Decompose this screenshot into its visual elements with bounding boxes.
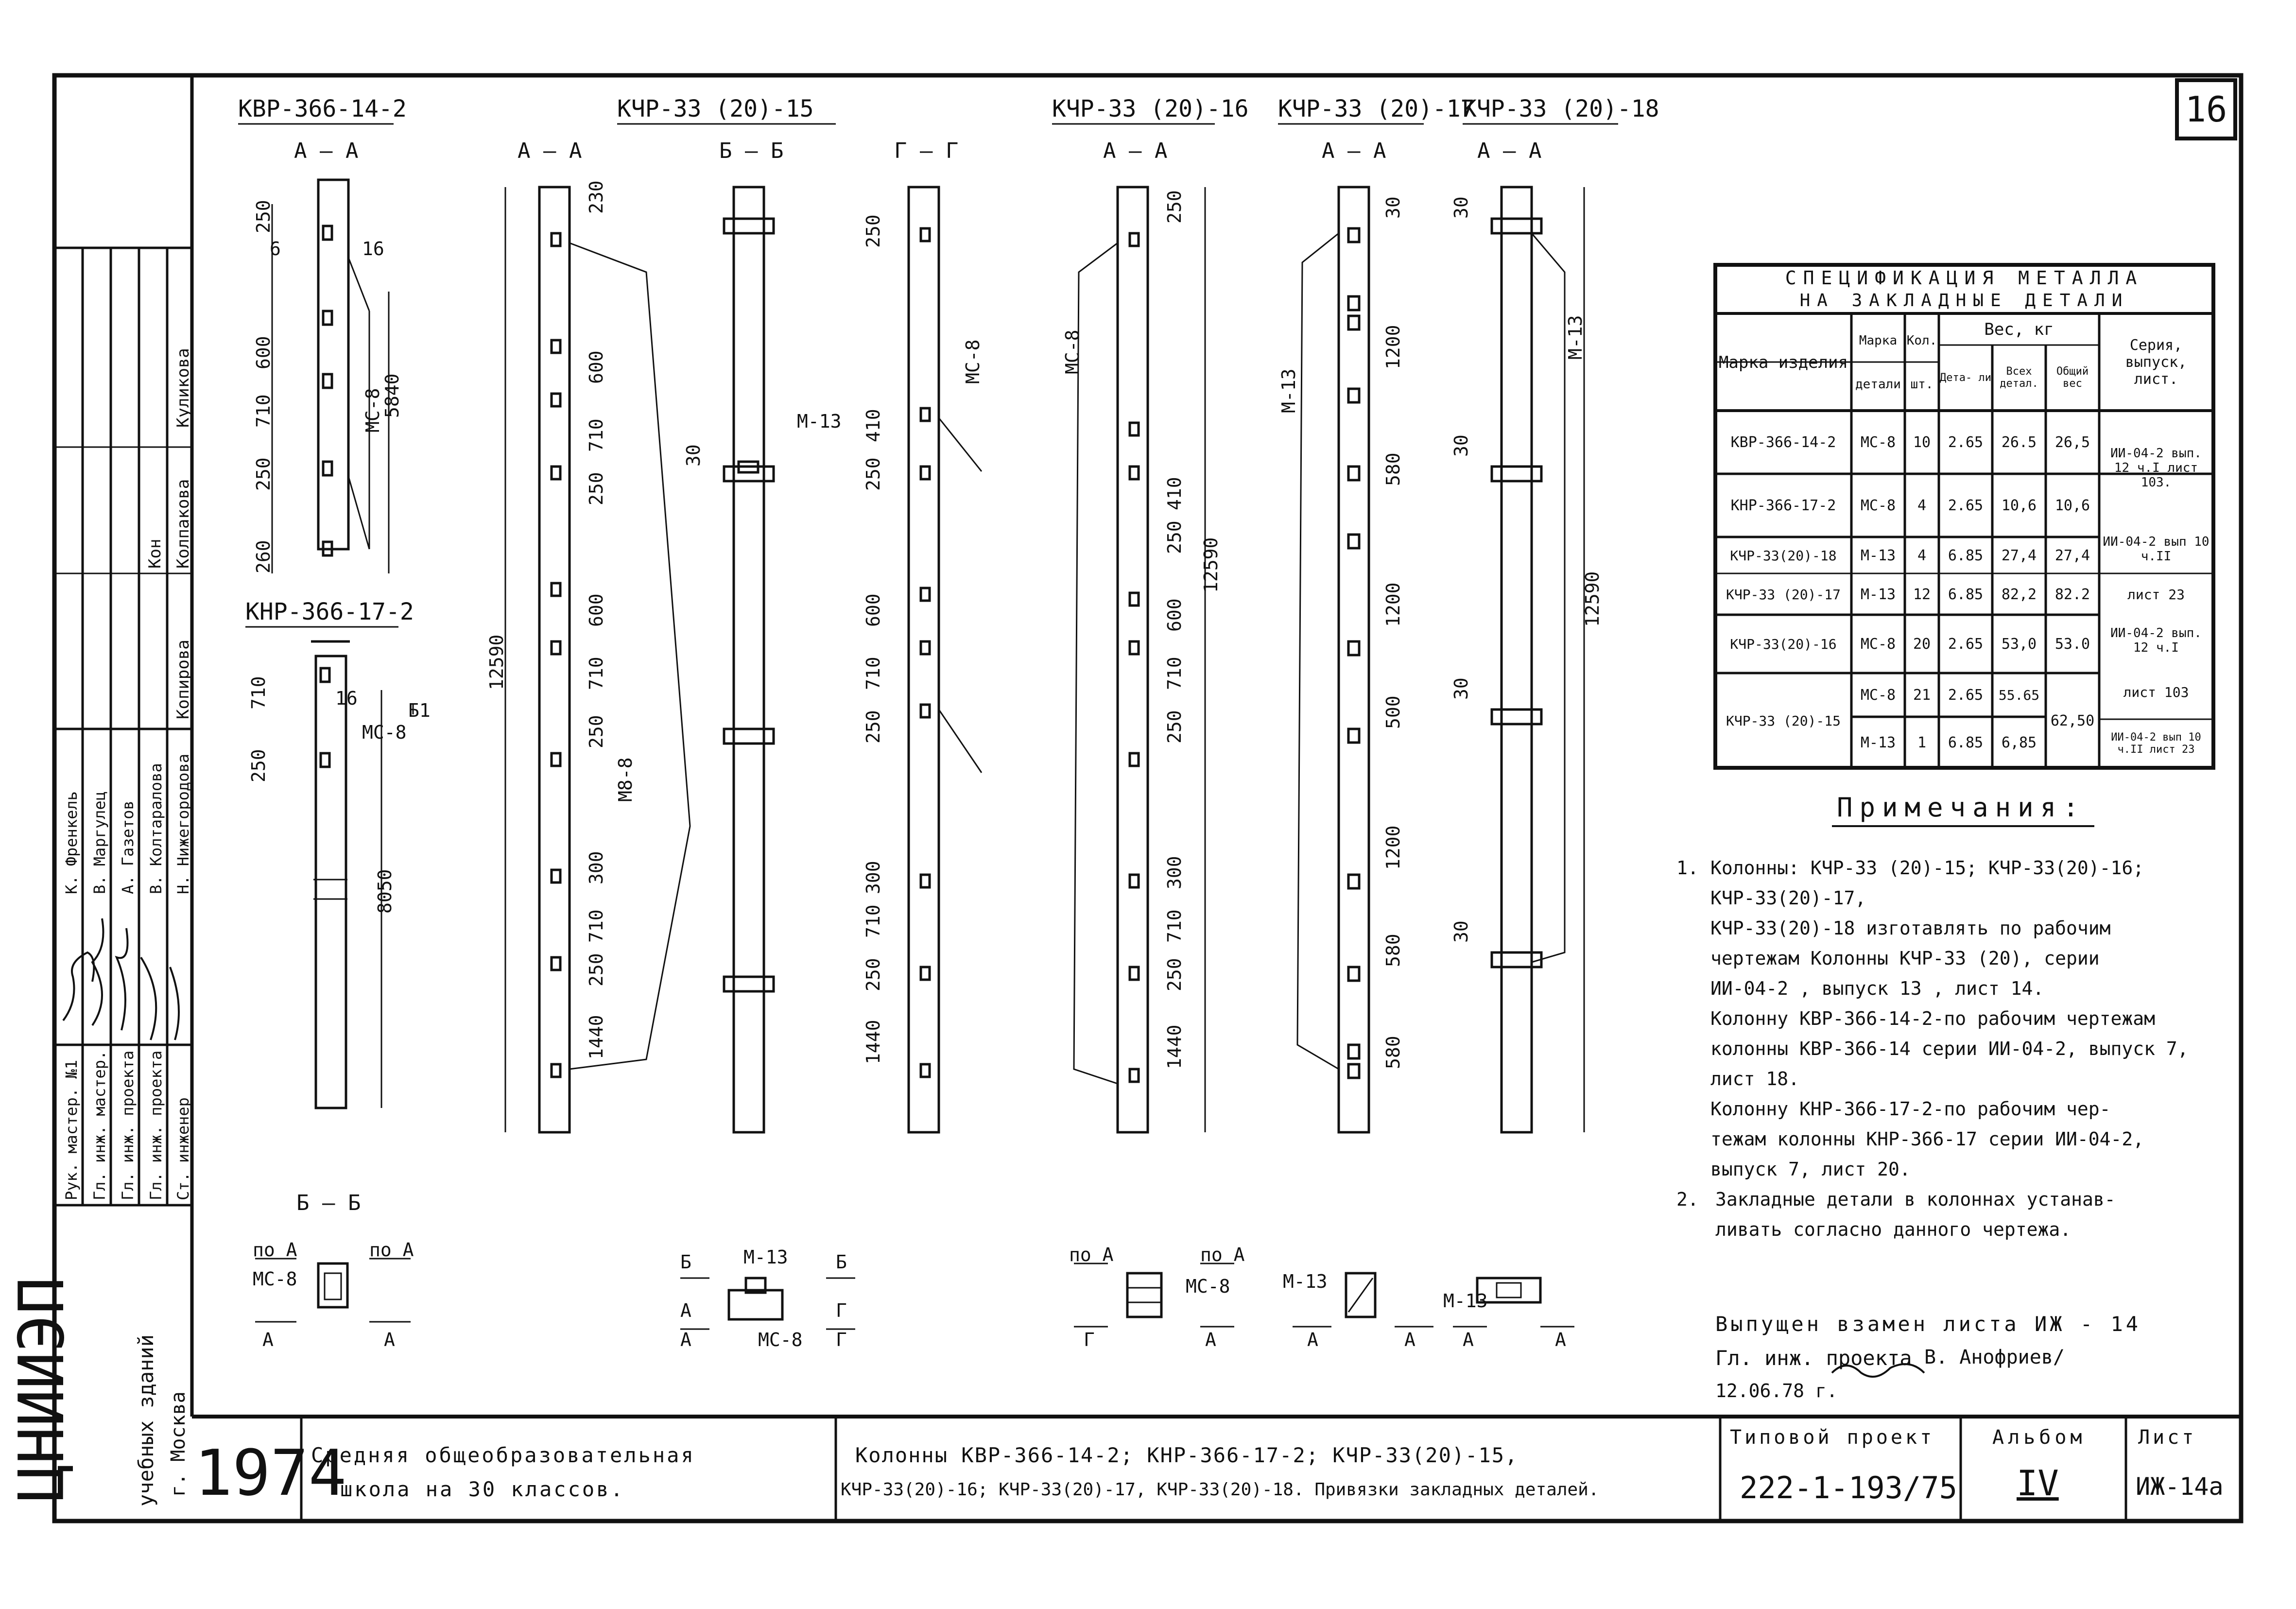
spec-row-det: МС-8 (1860, 434, 1896, 451)
spec-row-qty: 12 (1913, 586, 1931, 603)
spec-row-w-det: 2.65 (1948, 434, 1984, 451)
spec-row-qty: 4 (1917, 497, 1927, 514)
dim-250: 250 (1164, 710, 1185, 744)
stamp-role-3: Гл. инж. проекта (119, 1050, 137, 1200)
spec-row-mark: КНР-366-17-2 (1730, 497, 1836, 514)
spec-header-w-det: Дета- ли (1940, 371, 1991, 384)
title-knr-17-2: КНР-366-17-2 (245, 598, 414, 625)
spec-row-w-det: 6.85 (1948, 734, 1984, 751)
spec-row-w-det: 2.65 (1948, 636, 1984, 653)
label-m13: М-13 (743, 1246, 788, 1268)
label-a: А (1463, 1329, 1474, 1350)
issued-line-2: Гл. инж. проекта (1715, 1346, 1912, 1370)
dim-260: 260 (253, 540, 274, 573)
spec-title-1: СПЕЦИФИКАЦИЯ МЕТАЛЛА (1785, 267, 2144, 289)
spec-header-w-all: Всех детал. (2000, 365, 2038, 390)
note-1-line: Колонну КВР-366-14-2-по рабочим чертежам (1710, 1008, 2156, 1029)
label-a: А (1555, 1329, 1566, 1350)
stamp-role-2: Гл. инж. мастер. (90, 1050, 109, 1200)
issued-date: 12.06.78 г. (1715, 1380, 1838, 1401)
dim-1200: 1200 (1382, 582, 1404, 627)
dim-1440: 1440 (1164, 1024, 1185, 1069)
spec-row-qty: 4 (1917, 547, 1927, 564)
sheet-label: Лист (2138, 1426, 2197, 1449)
spec-row-series: лист 103 (2123, 684, 2189, 700)
note-1-line: лист 18. (1710, 1068, 1799, 1090)
spec-row-series: ИИ-04-2 вып. 12 ч.I (2110, 626, 2202, 655)
spec-header-w-total: Общий вес (2056, 365, 2089, 390)
spec-row-det: МС-8 (1860, 636, 1896, 653)
dim-250: 250 (253, 200, 274, 233)
section-aa-1: А — А (294, 138, 359, 163)
spec-header-mark-det: Марка детали (1855, 333, 1901, 392)
spec-row-w-total: 27,4 (2054, 547, 2090, 564)
sheet-value: ИЖ-14а (2136, 1472, 2224, 1501)
note-2-line: Закладные детали в колоннах устанав- (1715, 1189, 2116, 1210)
column-kchr-15-gg (909, 187, 982, 1132)
spec-row-w-all: 53,0 (2001, 636, 2037, 653)
spec-row-w-det: 2.65 (1948, 497, 1984, 514)
dim-12590: 12590 (1200, 537, 1222, 593)
org-sub1: учебных зданий (134, 1334, 158, 1506)
dim-16: 16 (335, 688, 358, 709)
spec-header-qty: Кол. шт. (1906, 333, 1937, 392)
spec-row-series: ИИ-04-2 вып 10 ч.II лист 23 (2111, 731, 2201, 756)
spec-row-series: лист 23 (2127, 586, 2185, 603)
dim-30: 30 (1450, 920, 1472, 943)
title-kchr-15: КЧР-33 (20)-15 (617, 95, 814, 122)
mark-ms8: МС-8 (362, 722, 407, 743)
section-aa-2: А — А (518, 138, 582, 163)
spec-row-w-det: 6.85 (1948, 547, 1984, 564)
mark-m13: М-13 (1278, 368, 1299, 413)
dim-250: 250 (1164, 958, 1185, 991)
notes-title: Примечания: (1837, 792, 2086, 823)
dim-6: 6 (270, 238, 281, 260)
dim-710: 710 (586, 909, 607, 943)
spec-row-w-all: 10,6 (2001, 497, 2037, 514)
dim-300: 300 (586, 851, 607, 884)
spec-row-qty: 10 (1913, 434, 1931, 451)
dim-710: 710 (863, 657, 884, 690)
spec-row-mark: КЧР-33(20)-18 (1730, 547, 1837, 564)
dim-12590: 12590 (486, 634, 507, 690)
dim-230: 230 (586, 180, 607, 214)
dim-30: 30 (1382, 196, 1404, 219)
dim-1200: 1200 (1382, 325, 1404, 369)
mark-ms8: МС-8 (962, 339, 984, 384)
column-knr-17-2 (311, 641, 413, 1108)
dim-410: 410 (1164, 477, 1185, 510)
section-bb-1: Б — Б (719, 138, 784, 163)
year: 1974 (194, 1436, 347, 1510)
spec-row-mark: КЧР-33 (20)-17 (1726, 586, 1841, 603)
spec-row-qty: 1 (1917, 734, 1927, 751)
spec-row-w-total: 10,6 (2054, 497, 2090, 514)
dim-8050: 8050 (374, 869, 396, 914)
title-kchr-17: КЧР-33 (20)-17 (1278, 95, 1475, 122)
drawing-name-2: КЧР-33(20)-16; КЧР-33(20)-17, КЧР-33(20)-18. Привязки закладных деталей. (841, 1480, 1599, 1500)
dim-300: 300 (863, 861, 884, 894)
note-1-line: чертежам Колонны КЧР-33 (20), серии (1710, 948, 2100, 969)
label-ms8: МС-8 (253, 1268, 297, 1290)
spec-row-det: М-13 (1860, 586, 1896, 603)
label-a: А (1307, 1329, 1318, 1350)
dim-250: 250 (253, 457, 274, 491)
dim-250: 250 (586, 472, 607, 505)
stamp-name-2: В. Маргулец (90, 791, 109, 894)
label-m13: М-13 (1283, 1271, 1328, 1292)
spec-header-mark-izd: Марка изделия (1718, 352, 1848, 372)
stamp-role-1: Рук. мастер. №1 (62, 1060, 81, 1200)
dim-710: 710 (586, 418, 607, 452)
label-a: А (1205, 1329, 1216, 1350)
section-aa-3: А — А (1103, 138, 1168, 163)
section-bb-2: Б — Б (296, 1191, 361, 1215)
stamp-top-3: Копирова (173, 640, 193, 719)
spec-row-w-total: 82.2 (2054, 586, 2090, 603)
note-1-line: ИИ-04-2 , выпуск 13 , лист 14. (1710, 978, 2044, 999)
spec-row-w-all: 26.5 (2001, 434, 2037, 451)
column-kchr-17 (1297, 187, 1369, 1132)
dim-30: 30 (683, 444, 704, 467)
stamp-top-4: Кон (145, 538, 165, 569)
title-kvr-14-2: КВР-366-14-2 (238, 95, 407, 122)
dim-250: 250 (586, 715, 607, 748)
spec-row-w-total: 62,50 (2050, 712, 2095, 729)
note-1-line: КЧР-33(20)-18 изготавлять по рабочим (1710, 917, 2111, 939)
note-2-line: ливать согласно данного чертежа. (1715, 1219, 2072, 1240)
dim-500: 500 (1382, 695, 1404, 729)
spec-row-w-all: 6,85 (2001, 734, 2037, 751)
dim-250: 250 (863, 710, 884, 744)
label-a: А (680, 1329, 691, 1350)
dim-410: 410 (863, 409, 884, 442)
spec-row-mark: КВР-366-14-2 (1730, 434, 1836, 451)
label-g: Г (836, 1329, 847, 1350)
issued-line-1: Выпущен взамен листа ИЖ - 14 (1715, 1312, 2141, 1336)
note-1-line: Колонны: КЧР-33 (20)-15; КЧР-33(20)-16; КЧР-33(20)-17, (1710, 857, 2144, 909)
label-b: Б (836, 1251, 847, 1273)
label-a: А (262, 1329, 274, 1350)
dim-300: 300 (1164, 856, 1185, 889)
dim-16: 16 (362, 238, 384, 260)
dim-580: 580 (1382, 452, 1404, 486)
mark-m13: М-13 (1565, 315, 1586, 360)
project-name-1: Средняя общеобразовательная (311, 1443, 695, 1467)
dim-600: 600 (586, 350, 607, 384)
dim-710: 710 (1164, 909, 1185, 943)
note-1-line: выпуск 7, лист 20. (1710, 1159, 1911, 1180)
dim-250: 250 (1164, 190, 1185, 224)
spec-row-w-all: 82,2 (2001, 586, 2037, 603)
label-b: Б (680, 1251, 691, 1273)
spec-row-series: ИИ-04-2 вып 10 ч.II (2103, 535, 2210, 564)
dim-250: 250 (863, 214, 884, 248)
stamp-name-3: А. Газетов (119, 800, 137, 894)
spec-row-det: МС-8 (1860, 687, 1896, 704)
bottom-section-2 (680, 1278, 855, 1329)
label-g: Г (836, 1300, 847, 1321)
tip-label: Типовой проект (1730, 1426, 1935, 1449)
dim-710: 710 (253, 394, 274, 428)
spec-row-w-det: 2.65 (1948, 687, 1984, 704)
stamp-name-1: К. Френкель (62, 791, 81, 894)
dim-580: 580 (1382, 934, 1404, 967)
dim-600: 600 (1164, 598, 1185, 632)
column-kchr-16 (1074, 187, 1205, 1132)
spec-row-det: МС-8 (1860, 497, 1896, 514)
note-2-number: 2. (1676, 1189, 1699, 1210)
spec-row-mark: КЧР-33 (20)-15 (1726, 712, 1841, 729)
section-aa-4: А — А (1322, 138, 1386, 163)
spec-row-w-total: 53.0 (2054, 636, 2090, 653)
dim-12590: 12590 (1582, 571, 1603, 627)
label-a: А (384, 1329, 395, 1350)
dim-710: 710 (863, 904, 884, 938)
dim-30: 30 (1450, 677, 1472, 700)
stamp-role-5: Ст. инженер (174, 1097, 192, 1200)
dim-250: 250 (248, 749, 269, 782)
label-ms8: МС-8 (1186, 1276, 1230, 1297)
spec-row-w-det: 6.85 (1948, 586, 1984, 603)
mark-ms8: МС-8 (362, 388, 383, 433)
note-1-number: 1. (1676, 857, 1699, 879)
spec-row-w-all: 55.65 (1998, 687, 2040, 703)
dim-710: 710 (248, 676, 269, 709)
spec-row-mark: КЧР-33(20)-16 (1730, 636, 1837, 652)
dim-250: 250 (1164, 520, 1185, 554)
mark-m13: М-13 (797, 411, 842, 432)
stamp-role-4: Гл. инж. проекта (147, 1050, 165, 1200)
stamp-signatures (63, 918, 179, 1040)
label-a: А (680, 1300, 691, 1321)
dim-600: 600 (253, 336, 274, 369)
dim-250: 250 (586, 953, 607, 986)
note-1-line: тежам колонны КНР-366-17 серии ИИ-04-2, (1710, 1128, 2144, 1150)
label-m13: М-13 (1443, 1290, 1488, 1312)
label-to-a: по А (369, 1239, 414, 1261)
column-kchr-15-bb (724, 187, 774, 1132)
drawing-name-1: Колонны КВР-366-14-2; КНР-366-17-2; КЧР-33(20)-15, (855, 1443, 1519, 1467)
dim-5840: 5840 (381, 373, 403, 418)
dim-30: 30 (1450, 196, 1472, 219)
sheet-number: 16 (2185, 89, 2227, 130)
dim-600: 600 (863, 593, 884, 627)
mark-b1: Б1 (408, 700, 431, 721)
dim-30: 30 (1450, 434, 1472, 457)
stamp-name-4: В. Колтаралова (147, 763, 165, 894)
spec-row-det: М-13 (1860, 547, 1896, 564)
org-main: ЦНИИЭП (6, 1277, 78, 1502)
section-gg: Г — Г (894, 138, 959, 163)
dim-1440: 1440 (586, 1015, 607, 1059)
label-g: Г (1084, 1329, 1095, 1350)
label-to-a: по А (1069, 1244, 1114, 1265)
label-a: А (1404, 1329, 1416, 1350)
mark-m8: М8-8 (615, 757, 636, 802)
title-kchr-16: КЧР-33 (20)-16 (1052, 95, 1249, 122)
spec-row-det: М-13 (1860, 734, 1896, 751)
label-to-a: по А (1200, 1244, 1245, 1265)
spec-row-qty: 20 (1913, 636, 1931, 653)
spec-row-w-all: 27,4 (2001, 547, 2037, 564)
dim-580: 580 (1382, 1036, 1404, 1069)
dim-710: 710 (1164, 657, 1185, 690)
spec-header-weight: Вес, кг (1984, 320, 2054, 339)
spec-header-series: Серия, выпуск, лист. (2125, 337, 2187, 388)
issued-name: В. Анофриев/ (1924, 1346, 2065, 1368)
tip-value: 222-1-193/75 (1740, 1470, 1957, 1505)
mark-ms8: МС-8 (1062, 329, 1083, 374)
org-sub2: г. Москва (167, 1391, 190, 1497)
label-to-a: по А (253, 1239, 297, 1261)
notes-block (1676, 853, 2235, 1245)
dim-1200: 1200 (1382, 825, 1404, 870)
dim-600: 600 (586, 593, 607, 627)
section-aa-5: А — А (1477, 138, 1542, 163)
note-1-line: колонны КВР-366-14 серии ИИ-04-2, выпуск 7, (1710, 1038, 2189, 1059)
spec-row-qty: 21 (1913, 687, 1931, 704)
stamp-name-5: Н. Нижегородова (174, 754, 192, 894)
note-1-line: Колонну КНР-366-17-2-по рабочим чер- (1710, 1098, 2111, 1120)
label-ms8: МС-8 (758, 1329, 803, 1350)
stamp-top-1: Куликова (173, 348, 193, 428)
dim-710: 710 (586, 657, 607, 690)
dim-250: 250 (863, 457, 884, 491)
stamp-top-2: Колпакова (173, 479, 193, 569)
spec-title-2: НА ЗАКЛАДНЫЕ ДЕТАЛИ (1799, 290, 2129, 311)
dim-250: 250 (863, 958, 884, 991)
spec-row-series: ИИ-04-2 вып. 12 ч.I лист 103. (2110, 446, 2202, 490)
spec-row-w-total: 26,5 (2054, 434, 2090, 451)
album-label: Альбом (1992, 1426, 2086, 1449)
album-value: IV (2017, 1463, 2059, 1504)
dim-1440: 1440 (863, 1020, 884, 1064)
title-kchr-18: КЧР-33 (20)-18 (1463, 95, 1659, 122)
project-name-2: школа на 30 классов. (340, 1477, 625, 1501)
